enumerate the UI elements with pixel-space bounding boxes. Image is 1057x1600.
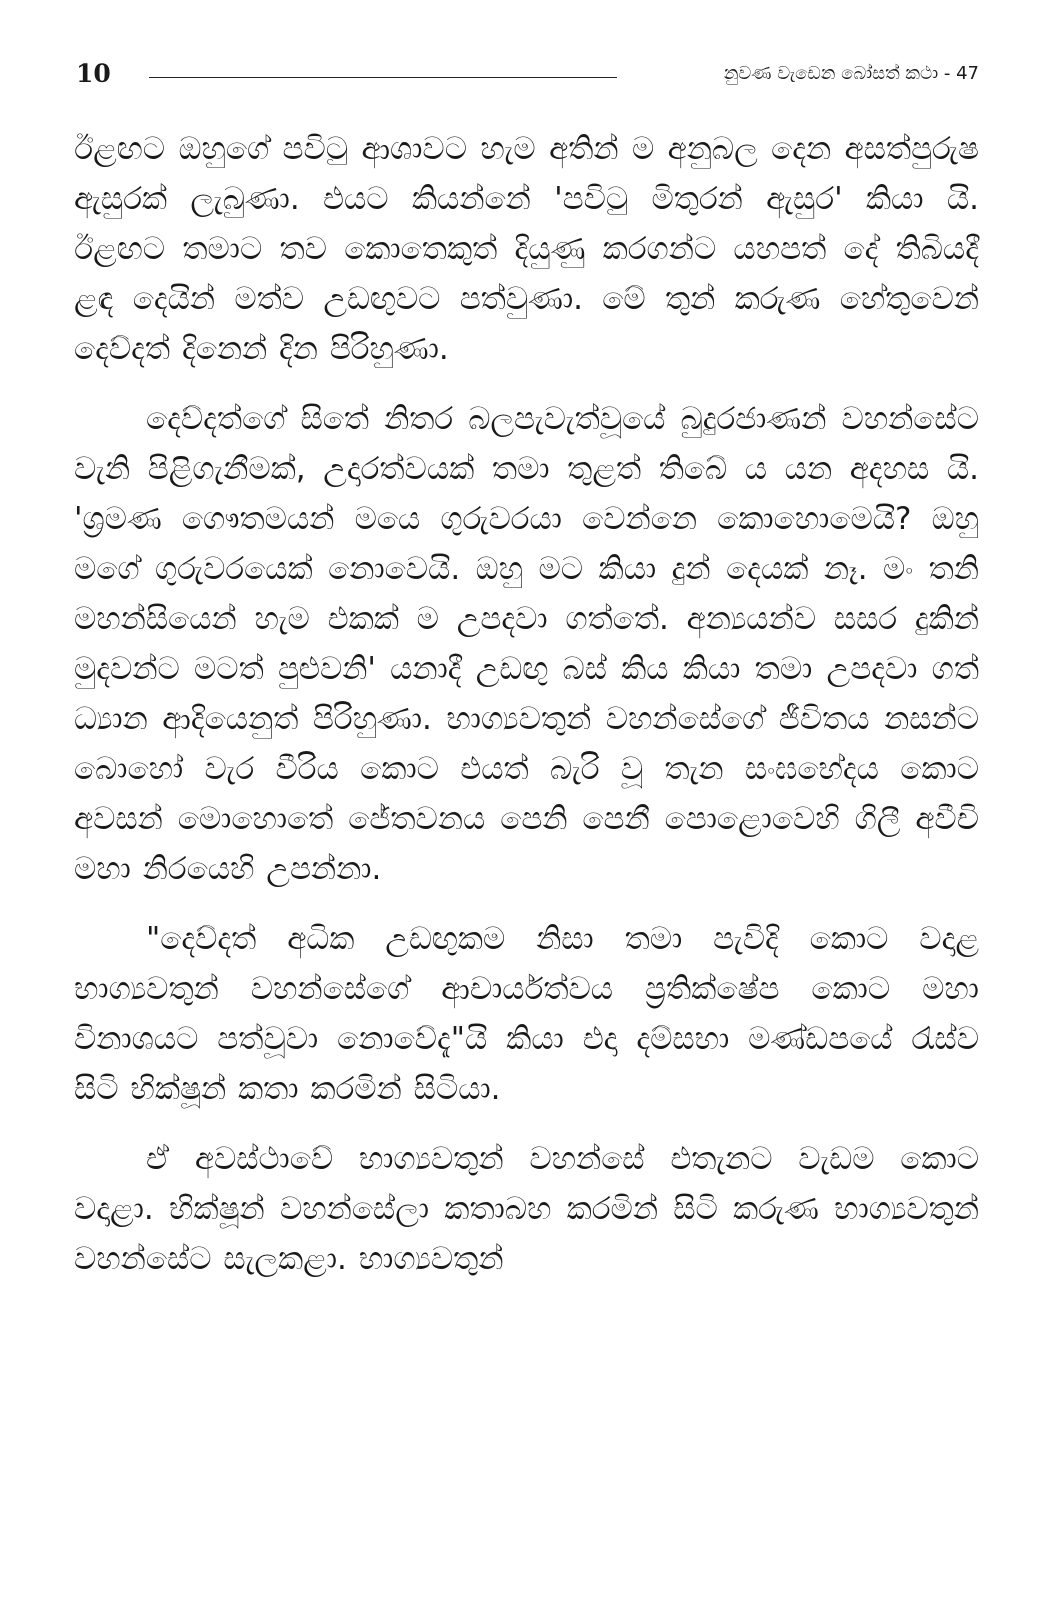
body-text (74, 124, 979, 1304)
paragraph-3: "දෙව්දත් අධික උඩඟුකම නිසා තමා පැවිදි කොට වදාළ භාග්‍යවතුන් වහන්සේගේ ආචාර්යත්වය ප්‍රතික්ෂේප කොට මහා විනාශයට පත්වූවා නොවේදැ"යි කියා එදා දම්සභා මණ්ඩපයේ රැස්ව සිටි භික්ෂූන් කතා කරමින් සිටියා. (74, 921, 979, 1107)
running-head: නුවණ වැඩෙන බෝසත් කථා - 47 (723, 63, 979, 84)
paragraph-1: ඊළඟට ඔහුගේ පවිටු ආශාවට හැම අතින් ම අනුබල දෙන අසත්පුරුෂ ඇසුරක් ලැබුණා. එයට කියන්නේ 'පවිටු මිතුරන් ඇසුර' කියා යි. ඊළඟට තමාට තව කොතෙකුත් දියුණු කරගන්ට යහපත් දේ තිබියදී ළඳ දෙයින් මත්ව උඩඟුවට පත්වුණා. මේ තුන් කරුණ හේතුවෙන් දෙව්දත් දිනෙන් දින පිරිහුණා. (74, 131, 979, 367)
header-rule (149, 77, 617, 78)
paragraph-2: දෙව්දත්ගේ සිතේ නිතර බලපැවැත්වූයේ බුදුරජාණන් වහන්සේට වැනි පිළිගැනීමක්, උදාරත්වයක් තමා තුළත් තිබේ ය යන අදහස යි. 'ශ්‍රමණ ගෞතමයන් මයෙ ගුරුවරයා වෙන්නෙ කොහොමෙයි? ඔහු මගේ ගුරුවරයෙක් නොවෙයි. ඔහු මට කියා දුන් දෙයක් නෑ. මං තනි මහන්සියෙන් හැම එකක් ම උපදවා ගත්තේ. අන්‍යයන්ව සසර දුකින් මුදවන්ට මටත් පුළුවනි' යනාදී උඩඟු බස් කිය කියා තමා උපදවා ගත් ධ්‍යාන ආදියෙනුත් පිරිහුණා. භාග්‍යවතුන් වහන්සේගේ ජීවිතය නසන්ට බොහෝ වැර වීරිය කොට එයත් බැරි වූ තැන සංඝභේදය කොට අවසන් මොහොතේ ජේතවනය පෙනි පෙනී පොළොවෙහි ගිලී අවීචි මහා නිරයෙහි උපන්නා. (74, 401, 979, 887)
page-number: 10 (76, 59, 111, 88)
page-header (76, 56, 979, 92)
paragraph-4: ඒ අවස්ථාවේ භාග්‍යවතුන් වහන්සේ එතැනට වැඩම කොට වදාළා. භික්ෂූන් වහන්සේලා කතාබහ කරමින් සිටි කරුණ භාග්‍යවතුන් වහන්සේට සැලකළා. භාග්‍යවතුන් (74, 1141, 979, 1277)
